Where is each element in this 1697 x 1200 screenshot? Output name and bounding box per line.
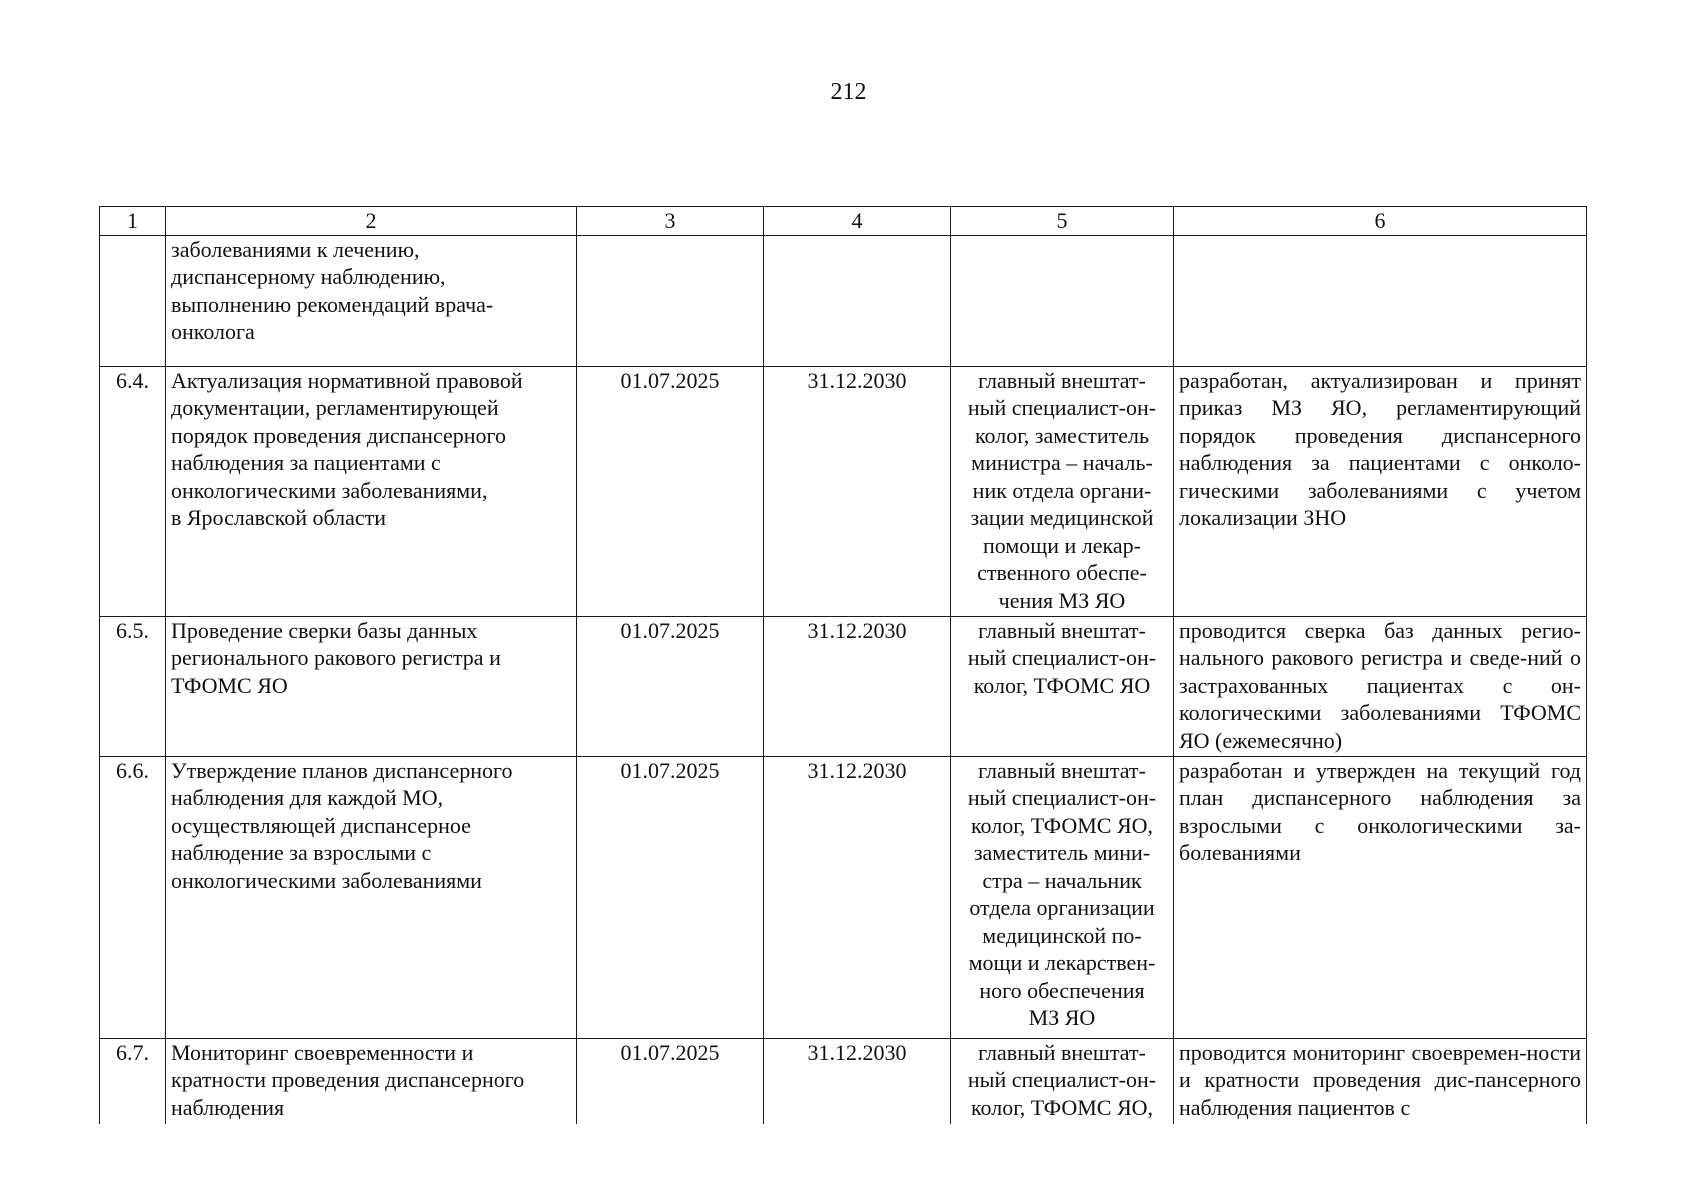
result-text: разработан и утвержден на текущий год план диспансерного наблюдения за взрослыми с онкологическими за-болеваниями bbox=[1174, 756, 1587, 1038]
activity-table bbox=[99, 206, 1587, 1124]
column-number-6: 6 bbox=[1174, 207, 1587, 236]
row-number: 6.6. bbox=[100, 756, 166, 1038]
column-number-row bbox=[100, 207, 1587, 236]
result-text: разработан, актуализирован и принят приказ МЗ ЯО, регламентирующий порядок проведения диспансерного наблюдения за пациентами с онколо-гическими заболеваниями с учетом локализации ЗНО bbox=[1174, 366, 1587, 616]
end-date: 31.12.2030 bbox=[764, 616, 951, 756]
end-date bbox=[764, 235, 951, 366]
result-text: проводится сверка баз данных регио-нального ракового регистра и сведе-ний о застрахованных пациентах с он-кологическими заболеваниями ТФОМС ЯО (ежемесячно) bbox=[1174, 616, 1587, 756]
responsible-text: главный внештат- ный специалист-он- колог, ТФОМС ЯО, заместитель мини- стра – начальник отдела организации медицинской по- мощи и лекарствен- ного обеспечения МЗ ЯО bbox=[951, 756, 1174, 1038]
event-text: Проведение сверки базы данных регионального ракового регистра и ТФОМС ЯО bbox=[166, 616, 577, 756]
column-number-4: 4 bbox=[764, 207, 951, 236]
responsible-text: главный внештат- ный специалист-он- колог, заместитель министра – началь- ник отдела органи- зации медицинской помощи и лекар- ственного обеспе- чения МЗ ЯО bbox=[951, 366, 1174, 616]
responsible-text bbox=[951, 235, 1174, 366]
row-number: 6.7. bbox=[100, 1038, 166, 1124]
end-date: 31.12.2030 bbox=[764, 366, 951, 616]
end-date: 31.12.2030 bbox=[764, 756, 951, 1038]
column-number-5: 5 bbox=[951, 207, 1174, 236]
table-row bbox=[100, 756, 1587, 1038]
start-date: 01.07.2025 bbox=[577, 616, 764, 756]
column-number-2: 2 bbox=[166, 207, 577, 236]
responsible-text: главный внештат- ный специалист-он- колог, ТФОМС ЯО, bbox=[951, 1038, 1174, 1124]
row-number: 6.5. bbox=[100, 616, 166, 756]
row-number bbox=[100, 235, 166, 366]
row-number: 6.4. bbox=[100, 366, 166, 616]
event-text: заболеваниями к лечению, диспансерному наблюдению, выполнению рекомендаций врача- онколога bbox=[166, 235, 577, 366]
event-text: Актуализация нормативной правовой документации, регламентирующей порядок проведения диспансерного наблюдения за пациентами с онкологическими заболеваниями, в Ярославской области bbox=[166, 366, 577, 616]
column-number-1: 1 bbox=[100, 207, 166, 236]
table-row bbox=[100, 366, 1587, 616]
result-text bbox=[1174, 235, 1587, 366]
page-number: 212 bbox=[830, 79, 867, 105]
event-text: Мониторинг своевременности и кратности проведения диспансерного наблюдения bbox=[166, 1038, 577, 1124]
column-number-3: 3 bbox=[577, 207, 764, 236]
table-row bbox=[100, 235, 1587, 366]
start-date: 01.07.2025 bbox=[577, 1038, 764, 1124]
start-date: 01.07.2025 bbox=[577, 366, 764, 616]
table-row bbox=[100, 1038, 1587, 1124]
result-text: проводится мониторинг своевремен-ности и кратности проведения дис-пансерного наблюдения пациентов с bbox=[1174, 1038, 1587, 1124]
responsible-text: главный внештат- ный специалист-он- колог, ТФОМС ЯО bbox=[951, 616, 1174, 756]
end-date: 31.12.2030 bbox=[764, 1038, 951, 1124]
start-date: 01.07.2025 bbox=[577, 756, 764, 1038]
start-date bbox=[577, 235, 764, 366]
table-row bbox=[100, 616, 1587, 756]
event-text: Утверждение планов диспансерного наблюдения для каждой МО, осуществляющей диспансерное наблюдение за взрослыми с онкологическими заболеваниями bbox=[166, 756, 577, 1038]
